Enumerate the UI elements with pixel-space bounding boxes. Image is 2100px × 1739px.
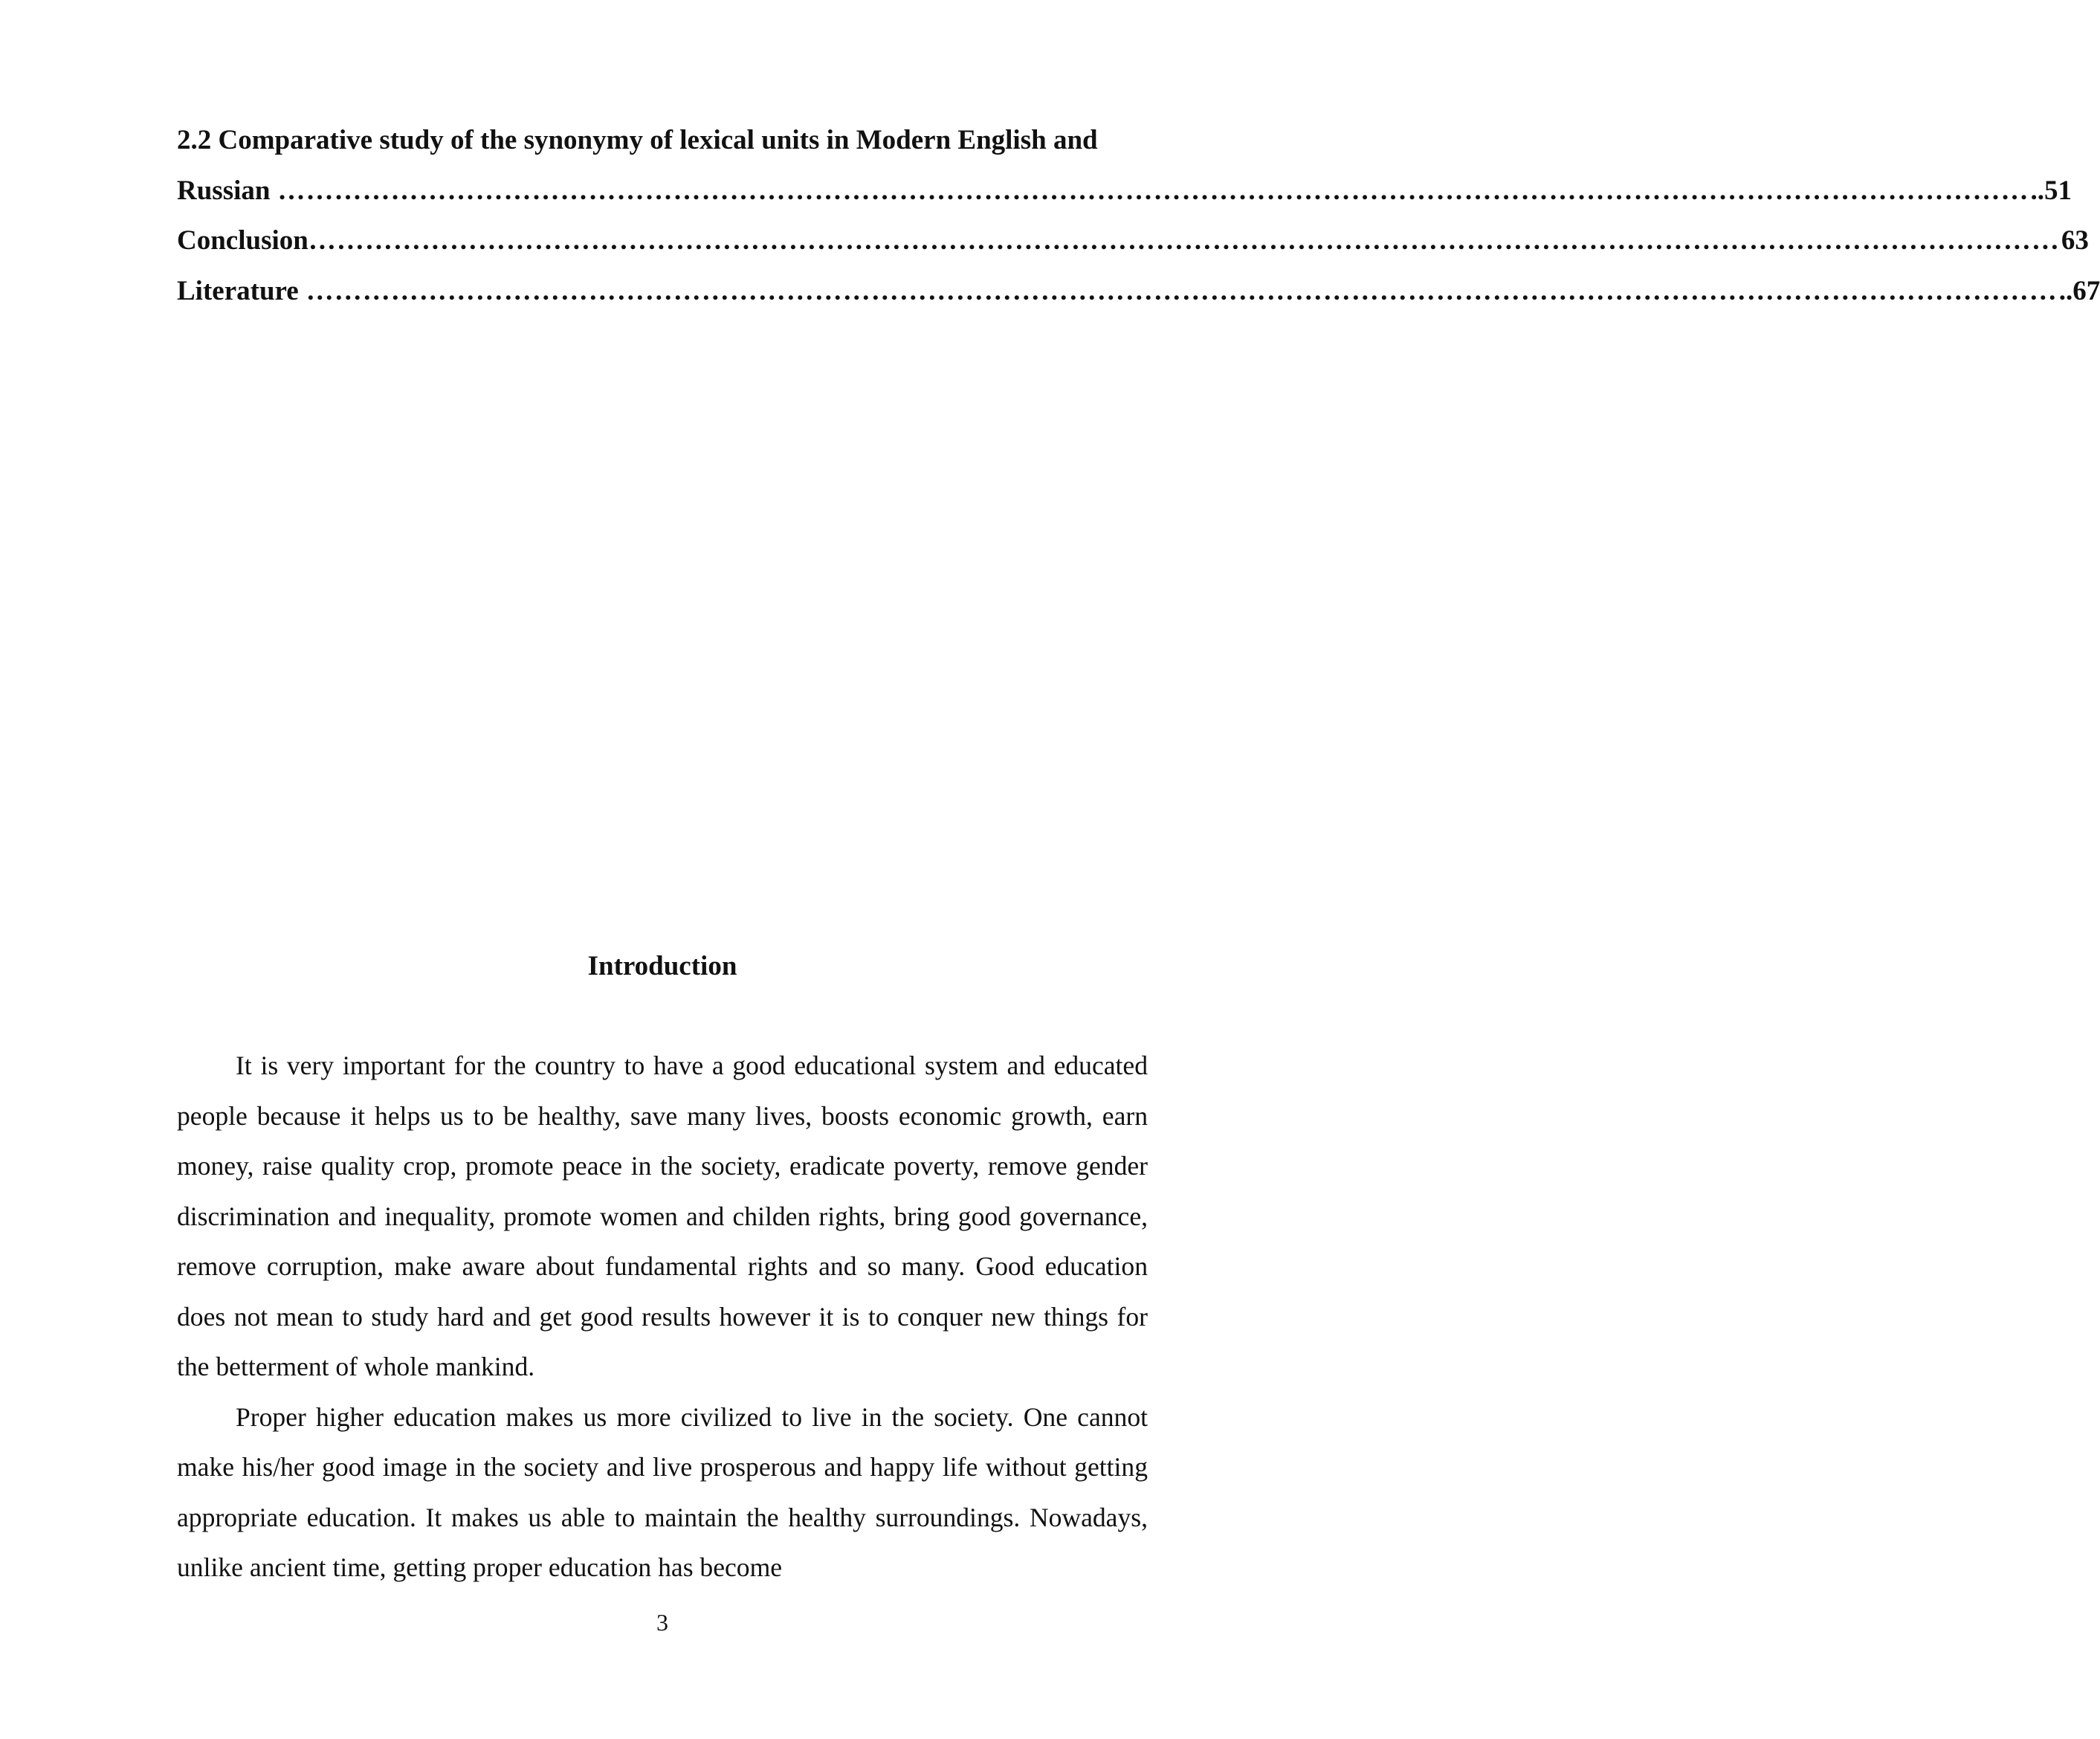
toc-leader-dots: …………………………………………………………………………………………………………………………………………………………………… xyxy=(277,175,2029,206)
toc-entry-text: Russian xyxy=(177,175,271,206)
paragraph: Proper higher education makes us more civilized to live in the society. One cannot make his/her good image in the society and live prosperous and happy life without getting appropriate education. It makes us able to maintain the healthy surroundings. Nowadays, unlike ancient time, getting proper education has become xyxy=(177,1401,1148,1582)
toc-page-number: 63 xyxy=(2061,225,2089,256)
toc-entry-title-line xyxy=(177,115,1148,166)
toc-leader-dots: …………………………………………………………………………………………………………………………………………………………………… xyxy=(308,225,2060,256)
paragraph: It is very important for the country to have a good educational system and educated people because it helps us to be healthy, save many lives, boosts economic growth, earn money, raise quality crop, promote peace in the society, eradicate poverty, remove gender discrimination and inequality, promote women and childen rights, bring good governance, remove corruption, make aware about fundamental rights and so many. Good education does not mean to study hard and get good results however it is to conquer new things for the betterment of whole mankind. xyxy=(177,1051,1148,1381)
toc-entry-text: 2.2 Comparative study of the synonymy of lexical units in Modern English and xyxy=(177,125,1098,155)
toc-entry-text: Literature xyxy=(177,275,299,306)
toc-page-number: ..67 xyxy=(2058,275,2100,306)
section-heading: Introduction xyxy=(587,951,737,981)
toc-entry xyxy=(177,166,2072,216)
toc-entry-text: Conclusion xyxy=(177,225,308,256)
toc-entry xyxy=(177,266,2100,317)
page-number: 3 xyxy=(656,1609,668,1636)
toc-leader-dots: …………………………………………………………………………………………………………………………………………………………………… xyxy=(306,275,2058,306)
toc-page-number: ..51 xyxy=(2030,175,2072,206)
table-of-contents xyxy=(177,115,2100,316)
toc-entry xyxy=(177,216,2089,266)
body-text xyxy=(177,1041,1148,1593)
